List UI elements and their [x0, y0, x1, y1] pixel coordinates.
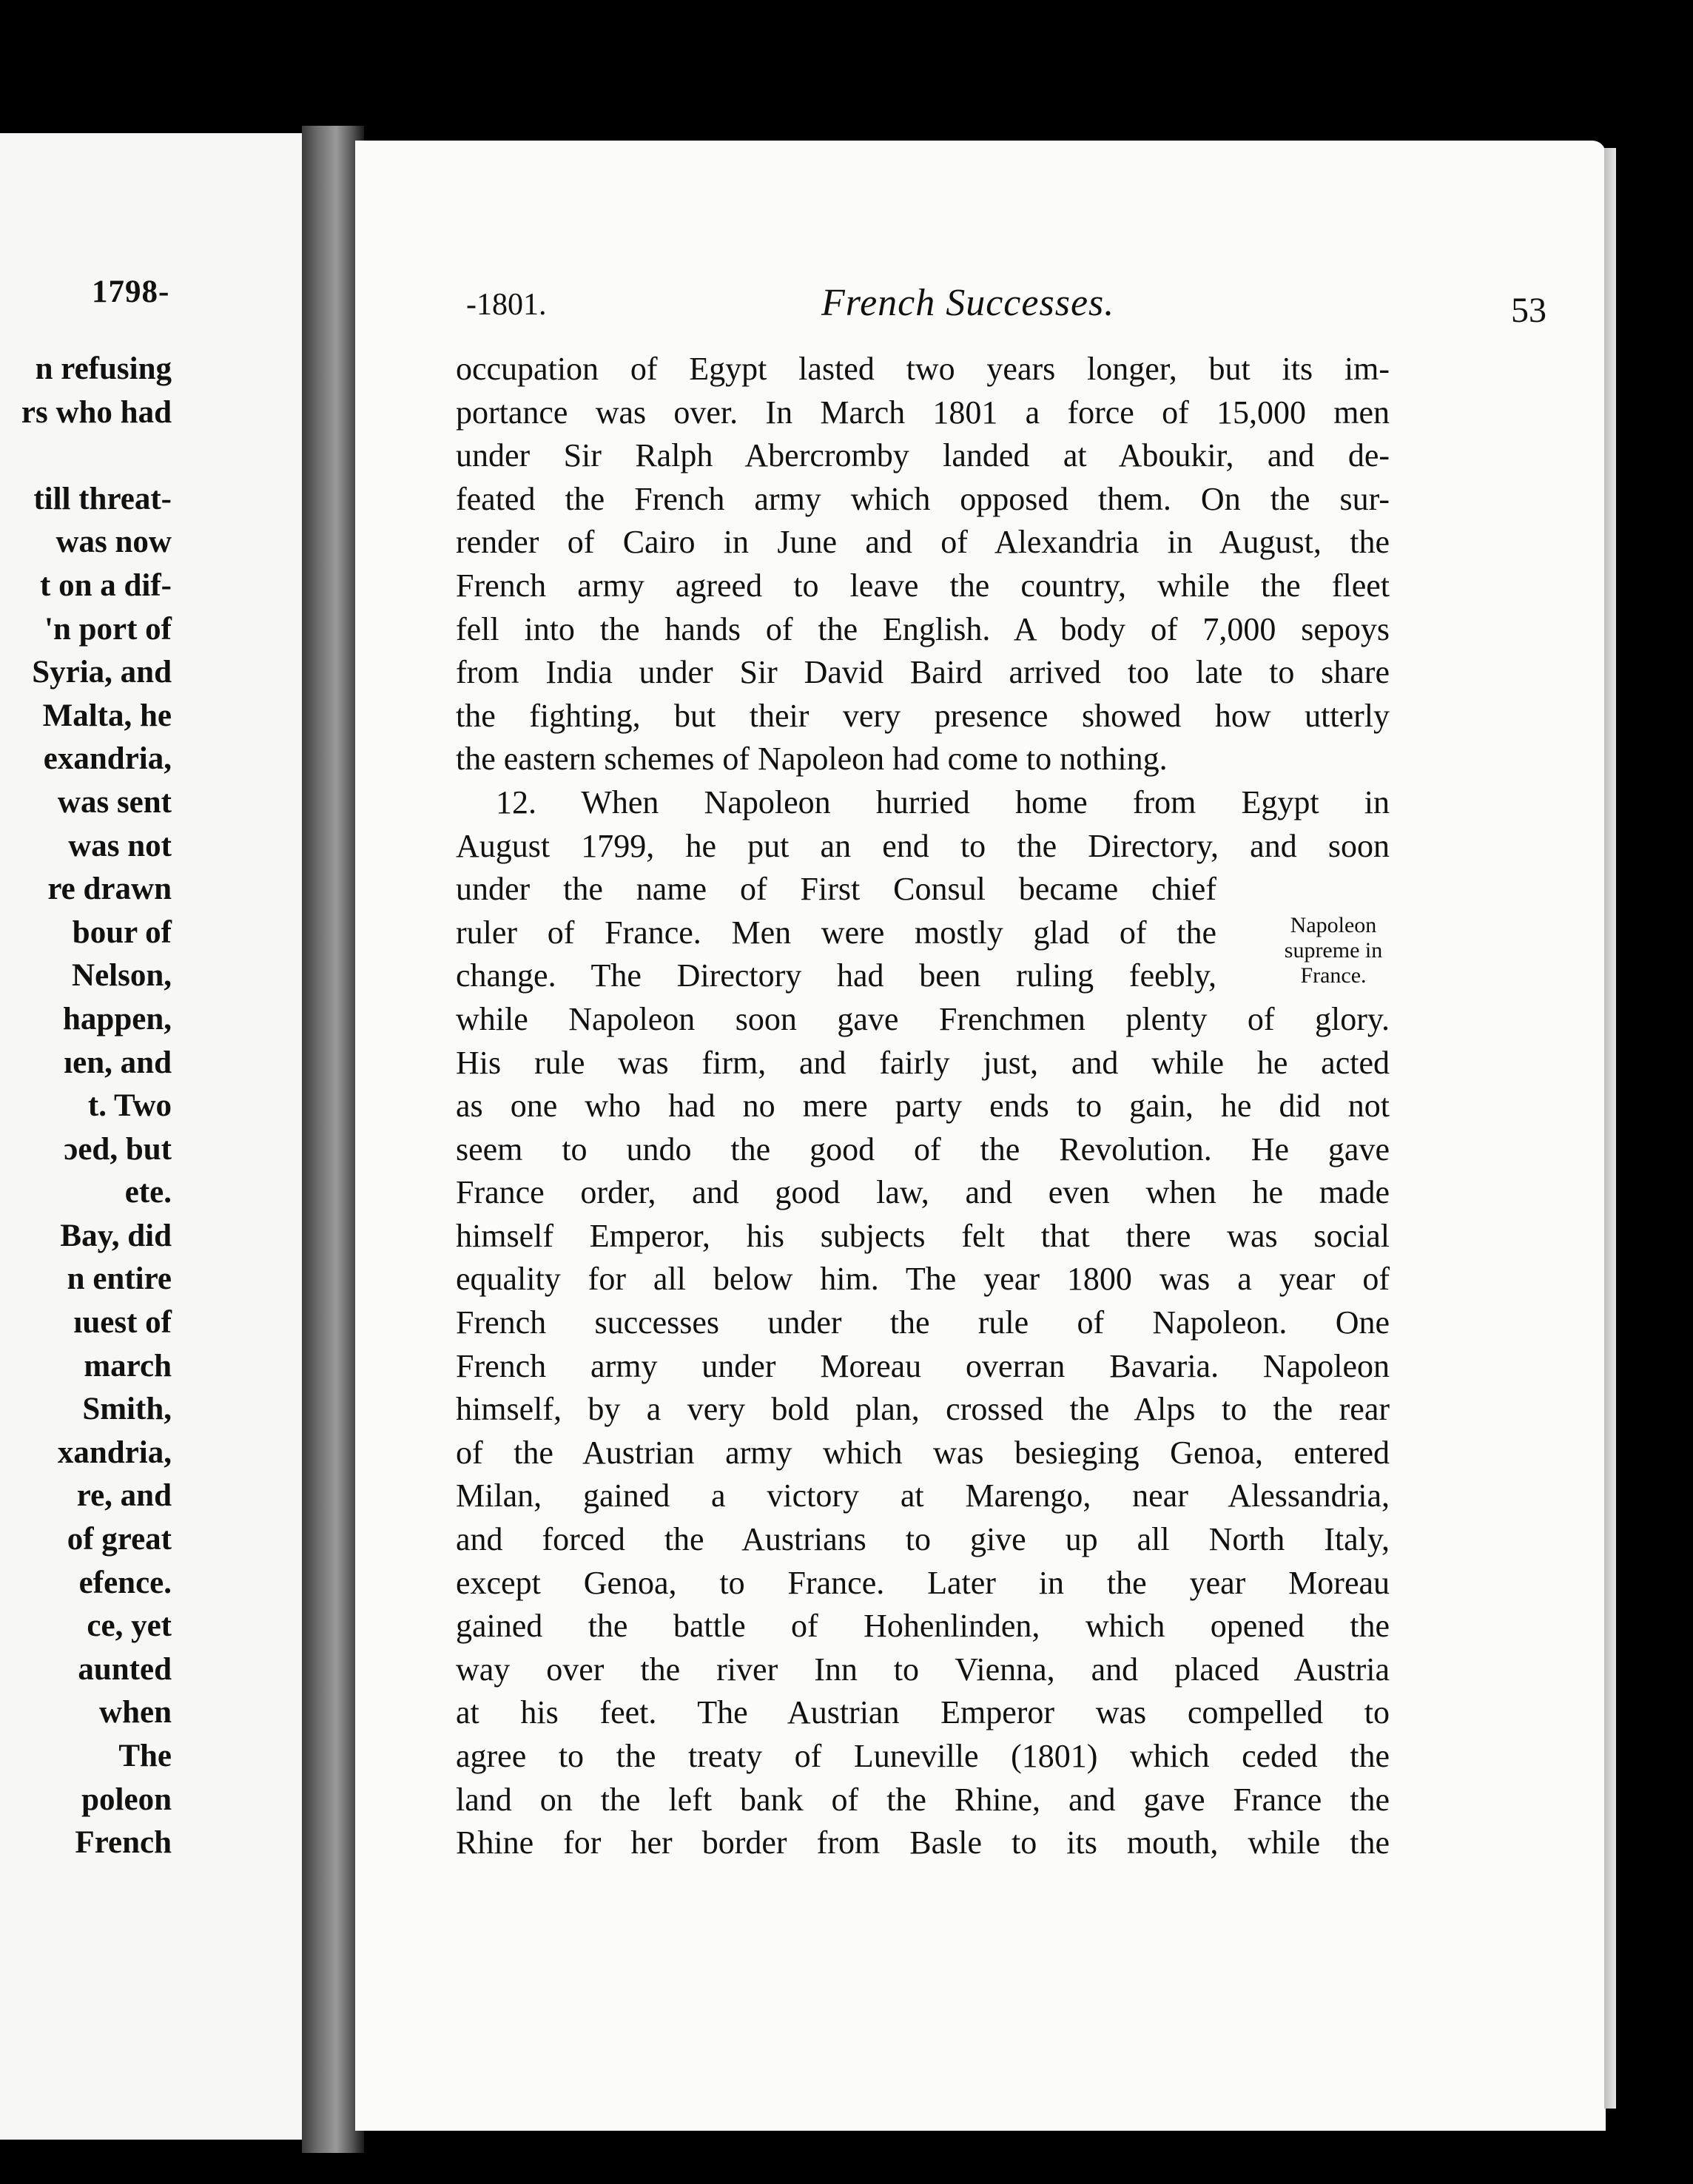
text-line: His rule was firm, and fairly just, and while he acted: [456, 1044, 1390, 1081]
text-line: was sent: [57, 784, 172, 820]
text-line: ıen, and: [64, 1045, 172, 1080]
text-line: occupation of Egypt lasted two years longer, but its im-: [456, 351, 1390, 387]
text-line: [0, 434, 172, 478]
text-line: ıuest of: [73, 1305, 172, 1341]
text-line: t. Two: [87, 1088, 172, 1124]
text-line: efence.: [78, 1565, 172, 1600]
text-line: when: [99, 1695, 172, 1730]
text-line: feated the French army which opposed them. On the sur-: [456, 480, 1390, 517]
text-line: xandria,: [57, 1435, 172, 1470]
text-line: himself Emperor, his subjects felt that there was social: [456, 1217, 1390, 1254]
text-line: rs who had: [21, 394, 172, 430]
text-line: the eastern schemes of Napoleon had come to nothing.: [456, 741, 1168, 778]
text-line: Milan, gained a victory at Marengo, near Alessandria,: [456, 1477, 1390, 1514]
text-line: except Genoa, to France. Later in the year Moreau: [456, 1564, 1390, 1601]
text-line: as one who had no mere party ends to gain, he did not: [456, 1088, 1390, 1125]
text-line: French army under Moreau overran Bavaria. Napoleon: [456, 1347, 1390, 1384]
text-line: Malta, he: [42, 698, 172, 733]
text-line: render of Cairo in June and of Alexandria in August, the: [456, 524, 1390, 561]
text-line: ete.: [124, 1175, 172, 1210]
margin-note-line: supreme in: [1284, 938, 1383, 963]
text-line: Bay, did: [60, 1218, 172, 1253]
text-line: The: [118, 1739, 172, 1773]
text-line: and forced the Austrians to give up all North Italy,: [456, 1521, 1390, 1558]
text-line: change. The Directory had been ruling feebly,: [456, 957, 1216, 994]
text-line: from India under Sir David Baird arrived too late to share: [456, 654, 1390, 691]
text-line: French successes under the rule of Napoleon. One: [456, 1304, 1390, 1341]
left-page-text: [0, 348, 172, 1865]
text-line: France order, and good law, and even when he made: [456, 1174, 1390, 1211]
text-line: Syria, and: [32, 655, 172, 690]
text-line: ruler of France. Men were mostly glad of the: [456, 914, 1216, 951]
text-line: land on the left bank of the Rhine, and gave France the: [456, 1781, 1390, 1818]
text-line: ɔed, but: [64, 1131, 172, 1167]
text-line: aunted: [78, 1651, 172, 1687]
text-line: gained the battle of Hohenlinden, which opened the: [456, 1608, 1390, 1645]
page-number: 53: [1511, 291, 1546, 330]
text-line: happen,: [63, 1001, 172, 1037]
text-line: poleon: [81, 1782, 172, 1817]
margin-note-line: France.: [1300, 963, 1367, 988]
header-title: French Successes.: [821, 282, 1115, 324]
header-date-range: -1801.: [466, 288, 547, 322]
text-line: bour of: [72, 914, 172, 950]
running-header: [466, 281, 1546, 333]
text-line: of great: [67, 1522, 172, 1557]
text-line: while Napoleon soon gave Frenchmen plenty of glory.: [456, 1000, 1390, 1037]
text-line: exandria,: [43, 741, 172, 777]
text-line: till threat-: [33, 481, 172, 516]
text-line: was not: [68, 828, 172, 863]
text-line: re, and: [76, 1478, 172, 1514]
text-line: the fighting, but their very presence showed how utterly: [456, 697, 1390, 734]
text-line: French: [75, 1825, 172, 1861]
text-line: August 1799, he put an end to the Directory, and soon: [456, 827, 1390, 864]
text-line: French army agreed to leave the country, while the fleet: [456, 567, 1390, 604]
text-line: fell into the hands of the English. A body of 7,000 sepoys: [456, 610, 1390, 647]
text-line: at his feet. The Austrian Emperor was compelled to: [456, 1694, 1390, 1731]
text-line: under Sir Ralph Abercromby landed at Aboukir, and de-: [456, 437, 1390, 474]
right-page: [355, 141, 1606, 2131]
text-line: n refusing: [35, 351, 172, 386]
text-line: of the Austrian army which was besieging Genoa, entered: [456, 1434, 1390, 1471]
text-line: march: [84, 1348, 172, 1383]
text-line: himself, by a very bold plan, crossed the Alps to the rear: [456, 1391, 1390, 1428]
text-line: equality for all below him. The year 1800 was a year of: [456, 1261, 1390, 1298]
left-page: [0, 133, 309, 2140]
text-line: portance was over. In March 1801 a force of 15,000 men: [456, 394, 1390, 431]
text-line: Smith,: [82, 1392, 172, 1427]
text-line: 'n port of: [44, 611, 172, 647]
text-line: way over the river Inn to Vienna, and placed Austria: [456, 1651, 1390, 1688]
paragraph-start-line: 12. When Napoleon hurried home from Egypt in: [496, 783, 1390, 820]
text-line: re drawn: [47, 872, 172, 907]
left-page-header: 1798-: [92, 274, 170, 309]
text-line: under the name of First Consul became chief: [456, 871, 1216, 908]
margin-note-line: Napoleon: [1290, 913, 1377, 937]
body-text: [456, 348, 1390, 1865]
text-line: ce, yet: [87, 1608, 172, 1644]
text-line: t on a dif-: [40, 567, 172, 603]
page-edge: [1604, 148, 1616, 2109]
text-line: Nelson,: [72, 958, 172, 994]
text-line: seem to undo the good of the Revolution. He gave: [456, 1130, 1390, 1167]
text-line: Rhine for her border from Basle to its mouth, while the: [456, 1824, 1390, 1861]
text-line: n entire: [67, 1261, 172, 1297]
text-line: agree to the treaty of Luneville (1801) which ceded the: [456, 1738, 1390, 1774]
text-line: was now: [55, 525, 172, 560]
